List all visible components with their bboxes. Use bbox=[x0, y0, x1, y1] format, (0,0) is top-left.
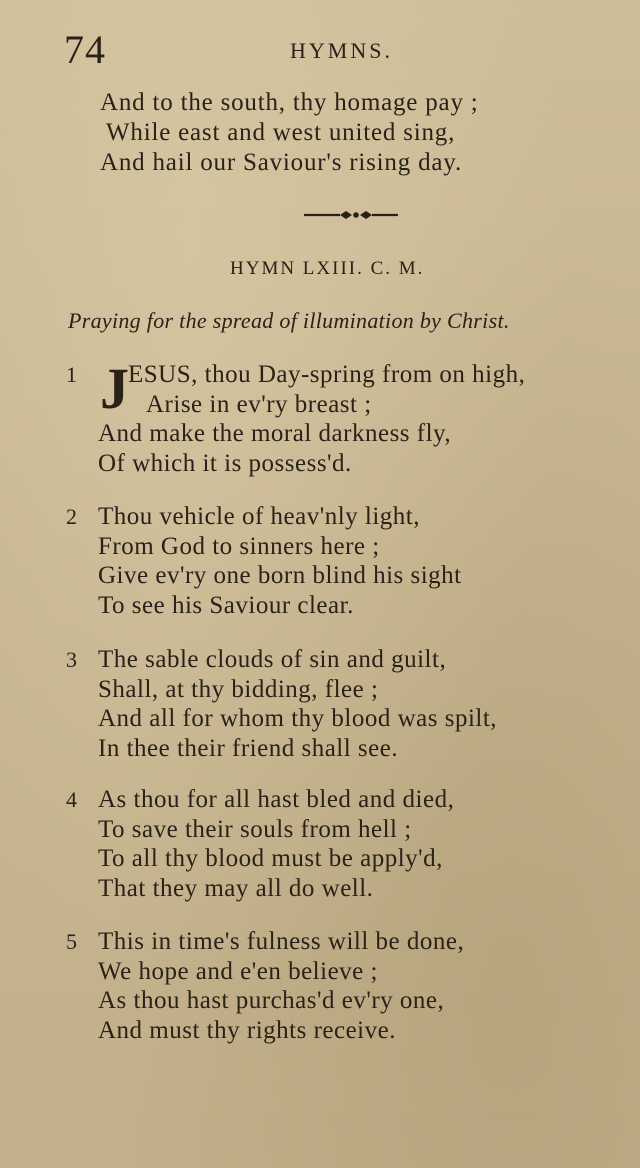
verse-line: Shall, at thy bidding, flee ; bbox=[98, 675, 379, 703]
verse-line: Of which it is possess'd. bbox=[98, 449, 352, 477]
stanza-number: 3 bbox=[66, 647, 78, 672]
stanza-number: 4 bbox=[66, 787, 78, 812]
carry-over-verse bbox=[100, 88, 479, 178]
verse-line: To see his Saviour clear. bbox=[98, 591, 354, 619]
stanza bbox=[66, 785, 454, 903]
verse-line: As thou hast purchas'd ev'ry one, bbox=[98, 987, 445, 1014]
stanza bbox=[66, 502, 462, 620]
verse-line: While east and west united sing, bbox=[106, 119, 456, 146]
verse-line: The sable clouds of sin and guilt, bbox=[98, 646, 447, 673]
verse-line: Arise in ev'ry breast ; bbox=[146, 390, 372, 418]
drop-cap: J bbox=[100, 356, 130, 421]
verse-line: From God to sinners here ; bbox=[98, 532, 380, 560]
verse-line: And all for whom thy blood was spilt, bbox=[98, 705, 498, 732]
verse-line: And hail our Saviour's rising day. bbox=[100, 149, 462, 176]
verse-line: Give ev'ry one born blind his sight bbox=[98, 562, 462, 589]
verse-line: This in time's fulness will be done, bbox=[98, 928, 465, 955]
running-head: HYMNS. bbox=[290, 38, 393, 63]
verse-line: To save their souls from hell ; bbox=[98, 815, 412, 843]
verse-line: To all thy blood must be apply'd, bbox=[98, 845, 443, 872]
verse-line: As thou for all hast bled and died, bbox=[98, 786, 455, 813]
verse-line: And to the south, thy homage pay ; bbox=[100, 89, 479, 116]
hymn-title: HYMN LXIII. C. M. bbox=[230, 258, 425, 279]
stanza-number: 2 bbox=[66, 504, 78, 529]
hymn-subtitle: Praying for the spread of illumination by Christ. bbox=[68, 308, 510, 333]
verse-line: And must thy rights receive. bbox=[98, 1016, 396, 1044]
stanza bbox=[66, 927, 464, 1045]
stanza-number: 1 bbox=[66, 362, 78, 387]
verse-line: In thee their friend shall see. bbox=[98, 734, 399, 762]
stanza-number: 5 bbox=[66, 929, 78, 954]
verse-line: Thou vehicle of heav'nly light, bbox=[98, 503, 421, 530]
stanza bbox=[66, 645, 497, 763]
verse-line: ESUS, thou Day-spring from on high, bbox=[128, 361, 526, 388]
verse-line: We hope and e'en believe ; bbox=[98, 957, 378, 985]
page-number: 74 bbox=[64, 27, 106, 72]
stanza bbox=[66, 356, 526, 478]
verse-line: And make the moral darkness fly, bbox=[98, 420, 452, 447]
divider-ornament-icon bbox=[302, 208, 400, 222]
verse-line: That they may all do well. bbox=[98, 874, 374, 902]
